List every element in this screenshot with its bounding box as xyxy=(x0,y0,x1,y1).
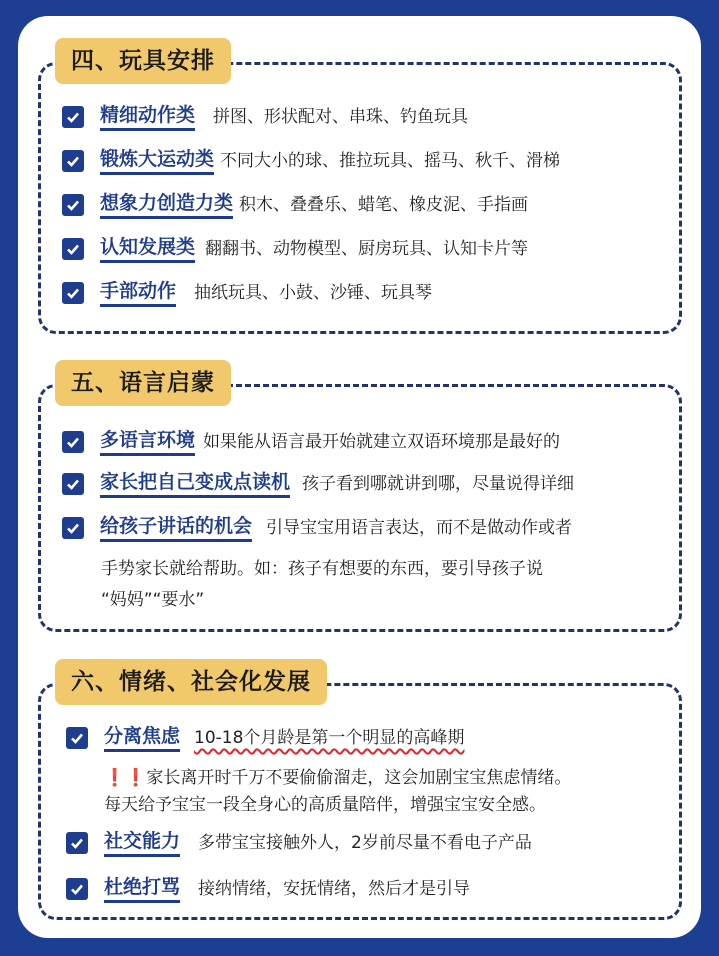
list-item xyxy=(62,147,560,175)
item-desc: 孩子看到哪就讲到哪，尽量说得详细 xyxy=(302,474,575,494)
paragraph-continuation: “妈妈”“要水” xyxy=(101,590,205,610)
item-desc: 接纳情绪，安抚情绪，然后才是引导 xyxy=(198,879,471,899)
item-desc: 不同大小的球、推拉玩具、摇马、秋千、滑梯 xyxy=(220,151,561,171)
checkbox-icon xyxy=(62,517,84,539)
list-item xyxy=(62,279,432,307)
checkbox-icon xyxy=(62,238,84,260)
item-desc: 翻翻书、动物模型、厨房玩具、认知卡片等 xyxy=(205,239,529,259)
checkbox-icon xyxy=(66,727,88,749)
item-label: 精细动作类 xyxy=(100,103,195,131)
checkbox-icon xyxy=(62,473,84,495)
list-item xyxy=(66,875,470,903)
item-label: 社交能力 xyxy=(104,829,180,857)
list-item xyxy=(66,724,464,752)
item-label: 想象力创造力类 xyxy=(100,191,233,219)
paragraph-continuation: 手势家长就给帮助。如：孩子有想要的东西，要引导孩子说 xyxy=(101,559,543,579)
list-item xyxy=(62,470,574,498)
item-label: 杜绝打骂 xyxy=(104,875,180,903)
list-item xyxy=(62,103,468,131)
list-item xyxy=(62,428,560,456)
exclamation-icon: ❗❗ xyxy=(104,768,147,788)
checkbox-icon xyxy=(62,106,84,128)
item-label: 分离焦虑 xyxy=(104,724,180,752)
item-desc: 引导宝宝用语言表达，而不是做动作或者 xyxy=(266,518,573,538)
item-desc: 拼图、形状配对、串珠、钓鱼玩具 xyxy=(213,107,469,127)
list-item xyxy=(62,235,528,263)
list-item xyxy=(66,829,532,857)
item-label: 家长把自己变成点读机 xyxy=(100,470,290,498)
item-desc: 如果能从语言最开始就建立双语环境那是最好的 xyxy=(203,432,561,452)
list-item xyxy=(62,514,572,542)
item-desc-highlighted: 10-18个月龄是第一个明显的高峰期 xyxy=(194,728,465,748)
item-label: 多语言环境 xyxy=(100,428,195,456)
list-item xyxy=(62,191,528,219)
checkbox-icon xyxy=(66,878,88,900)
checkbox-icon xyxy=(62,194,84,216)
item-label: 认知发展类 xyxy=(100,235,195,263)
section-title-emotion: 六、情绪、社会化发展 xyxy=(55,659,327,705)
section-title-toys: 四、玩具安排 xyxy=(55,38,231,84)
warning-text: 家长离开时千万不要偷偷溜走，这会加剧宝宝焦虑情绪。 xyxy=(146,768,572,788)
item-label: 手部动作 xyxy=(100,279,176,307)
item-desc: 积木、叠叠乐、蜡笔、橡皮泥、手指画 xyxy=(239,195,529,215)
section-title-language: 五、语言启蒙 xyxy=(55,360,231,406)
item-desc: 多带宝宝接触外人，2岁前尽量不看电子产品 xyxy=(198,833,532,853)
checkbox-icon xyxy=(66,832,88,854)
warning-line xyxy=(104,766,571,790)
item-label: 给孩子讲话的机会 xyxy=(100,514,252,542)
checkbox-icon xyxy=(62,150,84,172)
checkbox-icon xyxy=(62,431,84,453)
item-label: 锻炼大运动类 xyxy=(100,147,214,175)
warning-line-2: 每天给予宝宝一段全身心的高质量陪伴，增强宝宝安全感。 xyxy=(104,795,546,815)
item-desc: 抽纸玩具、小鼓、沙锤、玩具琴 xyxy=(194,283,433,303)
checkbox-icon xyxy=(62,282,84,304)
